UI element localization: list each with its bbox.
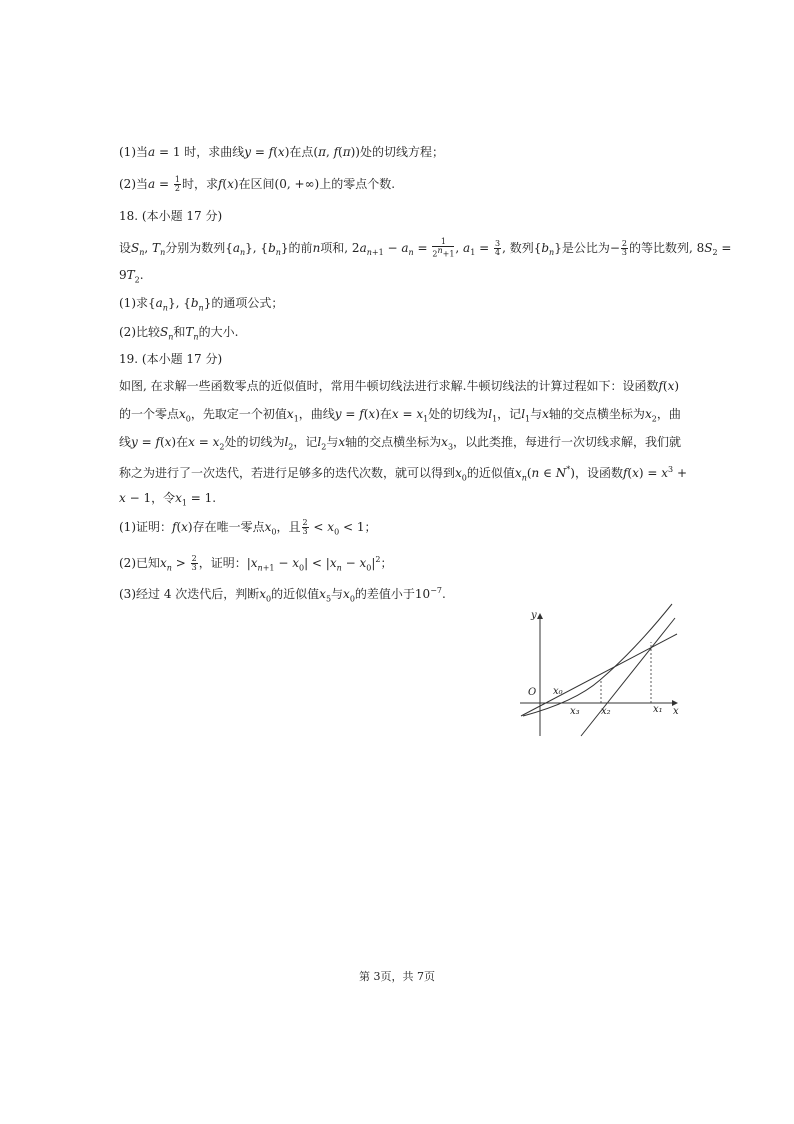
q19-stem-line2: 的一个零点$x_0$，先取定一个初值$x_1$，曲线y = f(x)在$x = x_1$处的切线为$l_1$，记$l_1$与x轴的交点横坐标为$x_2$，曲 <box>119 407 681 424</box>
q18-stem-line2: $9T_2$. <box>119 268 144 285</box>
function-curve <box>523 604 672 716</box>
q18-part2: (2)比较$S_n$和$T_n$的大小. <box>119 325 239 342</box>
q18-stem-line1: 设$S_n$, $T_n$分别为数列$\{a_n\}$, $\{b_n\}$的前n项和, $2a_{n+1} - a_n$ = $\frac{1}{2^n+1}$ , $a_1$ = $\frac{3}{4}$ , 数列$\{b_n\}$是公比为− $\frac{2}{3}$ 的等比数列, $8S_2$ = <box>119 237 732 259</box>
newton-method-figure <box>515 598 690 740</box>
q19-stem-line1: 如图, 在求解一些函数零点的近似值时，常用牛顿切线法进行求解.牛顿切线法的计算过程如下：设函数f(x) <box>119 379 680 393</box>
q19-part1: (1)证明：f(x)存在唯一零点$x_0$，且 $\frac{2}{3}$ < $x_0 < 1$； <box>119 518 377 537</box>
q19-header: 19. (本小题 17 分) <box>119 352 223 366</box>
q19-stem-line4: 称之为进行了一次迭代，若进行足够多的迭代次数，就可以得到$x_0$的近似值$x_n(n$ ∈ N*)，设函数$f(x) = x^3$ + <box>119 465 688 483</box>
q18-part1: (1)求$\{a_n\}$, $\{b_n\}$的通项公式； <box>119 296 284 313</box>
page-footer: 第 3页，共 7页 <box>359 970 435 983</box>
x2-label: x₂ <box>601 706 611 717</box>
q19-part2: (2)已知$x_n$ > $\frac{2}{3}$ ，证明：$|x_{n+1} - x_0| < |x_n - x_0|^2$； <box>119 554 393 573</box>
x-axis-label: x <box>673 706 679 717</box>
q17-part1: (1)当a = 1 时，求曲线y = f(x)在点(π, f(π))处的切线方程； <box>119 145 444 159</box>
x3-label: x₃ <box>570 706 580 717</box>
origin-label: O <box>528 687 537 698</box>
x1-label: x₁ <box>653 704 663 715</box>
q19-stem-line5: x − 1，令$x_1 = 1$. <box>119 491 217 508</box>
q17-part2: (2)当a = $\frac{1}{2}$ 时，求f(x)在区间(0, +∞)上的零点个数. <box>119 175 396 193</box>
x0-label: x₀ <box>553 686 563 697</box>
q18-header: 18. (本小题 17 分) <box>119 209 223 223</box>
q19-part3: (3)经过 4 次迭代后，判断$x_0$的近似值$x_5$与$x_0$的差值小于$10^{-7}$. <box>119 586 446 604</box>
q19-stem-line3: 线y = f(x)在$x = x_2$处的切线为$l_2$，记$l_2$与x轴的交点横坐标为$x_3$，以此类推，每进行一次切线求解，我们就 <box>119 435 682 452</box>
y-axis-label: y <box>531 610 537 621</box>
